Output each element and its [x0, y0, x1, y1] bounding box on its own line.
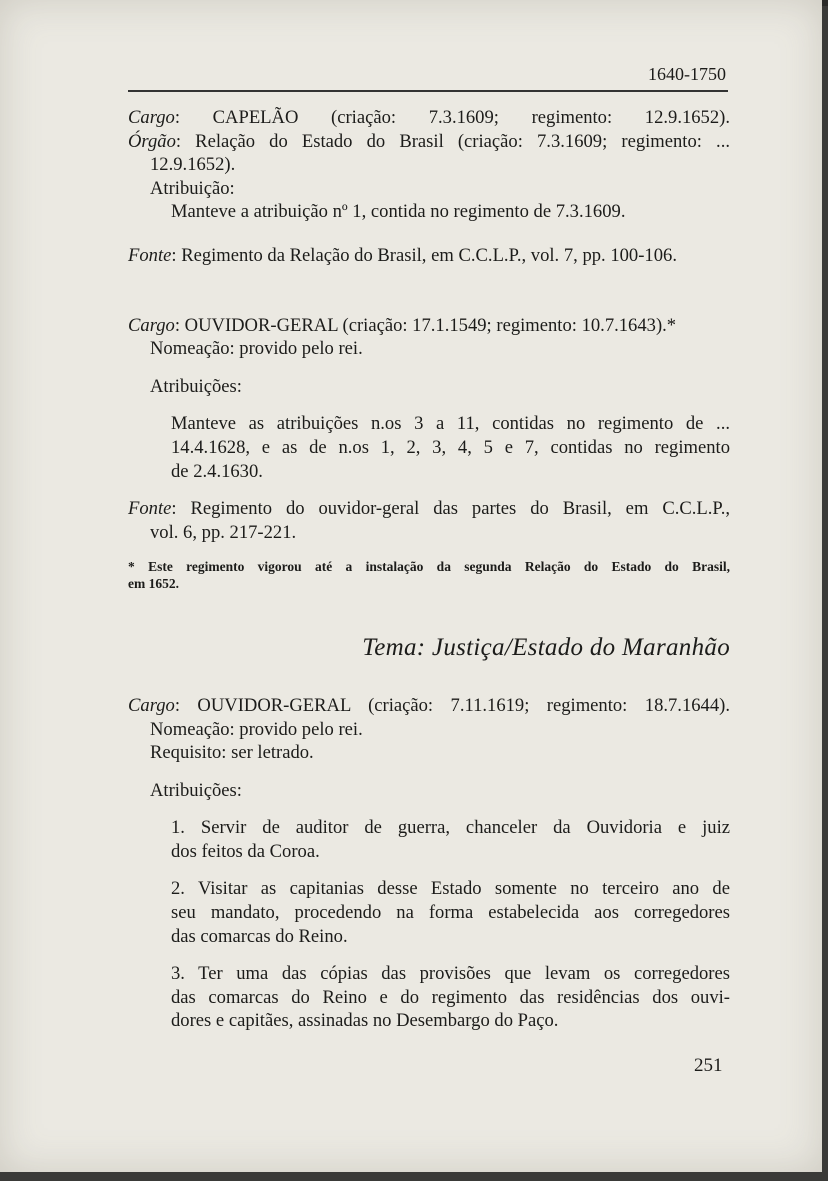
entry2-nomeacao: Nomeação: provido pelo rei.	[150, 338, 363, 360]
entry3-item2-line3: das comarcas do Reino.	[171, 925, 348, 947]
entry2-fonte: Fonte: Regimento do ouvidor-geral das partes do Brasil, em C.C.L.P.,	[128, 498, 730, 520]
cargo-label: Cargo	[128, 314, 175, 336]
entry2-atribuicoes-line1: Manteve as atribuições n.os 3 a 11, contidas no regimento de ...	[171, 413, 730, 435]
running-head: 1640-1750	[648, 64, 726, 84]
header-rule	[128, 90, 728, 92]
entry3-item3-line1: 3. Ter uma das cópias das provisões que levam os corregedores	[171, 963, 730, 985]
entry1-atribuicao-label: Atribuição:	[150, 177, 235, 199]
entry3-item2-line1: 2. Visitar as capitanias desse Estado somente no terceiro ano de	[171, 878, 730, 900]
entry1-orgao: Órgão: Relação do Estado do Brasil (criação: 7.3.1609; regimento: ...	[128, 130, 730, 152]
cargo-label: Cargo	[128, 107, 175, 128]
entry3-item1-line2: dos feitos da Coroa.	[171, 840, 320, 862]
entry2-atribuicoes-line3: de 2.4.1630.	[171, 460, 263, 482]
orgao-label: Órgão	[128, 130, 176, 152]
footnote	[128, 558, 730, 592]
entry1-atribuicao-text: Manteve a atribuição nº 1, contida no regimento de 7.3.1609.	[171, 201, 626, 223]
entry2-cargo: Cargo: OUVIDOR-GERAL (criação: 17.1.1549; regimento: 10.7.1643).*	[128, 314, 677, 336]
entry3-item3-line2: das comarcas do Reino e do regimento das residências dos ouvi-	[171, 986, 730, 1008]
entry2-fonte-cont: vol. 6, pp. 217-221.	[150, 521, 297, 543]
entry2-atribuicoes-line2: 14.4.1628, e as de n.os 1, 2, 3, 4, 5 e 7, contidas no regimento	[171, 436, 730, 458]
footnote-line1: * Este regimento vigorou até a instalação da segunda Relação do Estado do Brasil,	[128, 559, 730, 575]
theme-heading: Tema: Justiça/Estado do Maranhão	[362, 634, 730, 662]
entry3-nomeacao: Nomeação: provido pelo rei.	[150, 718, 363, 740]
page-body	[128, 106, 730, 1033]
entry3-item1-line1: 1. Servir de auditor de guerra, chanceler da Ouvidoria e juiz	[171, 817, 730, 839]
fonte-label: Fonte	[128, 498, 172, 520]
footnote-line2: em 1652.	[128, 576, 179, 592]
fonte-label: Fonte	[128, 244, 172, 266]
entry3-item2-line2: seu mandato, procedendo na forma estabelecida aos corregedores	[171, 902, 730, 924]
entry2-atribuicoes-label: Atribuições:	[150, 375, 242, 397]
entry1-orgao-cont: 12.9.1652).	[150, 154, 236, 176]
entry3-cargo: Cargo: OUVIDOR-GERAL (criação: 7.11.1619; regimento: 18.7.1644).	[128, 694, 730, 716]
cargo-label: Cargo	[128, 694, 175, 716]
page-number: 251	[694, 1055, 723, 1076]
entry3-atribuicoes-label: Atribuições:	[150, 779, 242, 801]
entry1-cargo: Cargo: CAPELÃO (criação: 7.3.1609; regimento: 12.9.1652).	[128, 107, 730, 128]
entry1-fonte: Fonte: Regimento da Relação do Brasil, em C.C.L.P., vol. 7, pp. 100-106.	[128, 244, 677, 266]
entry3-item3-line3: dores e capitães, assinadas no Desembargo do Paço.	[171, 1010, 559, 1032]
entry3-requisito: Requisito: ser letrado.	[150, 742, 314, 764]
